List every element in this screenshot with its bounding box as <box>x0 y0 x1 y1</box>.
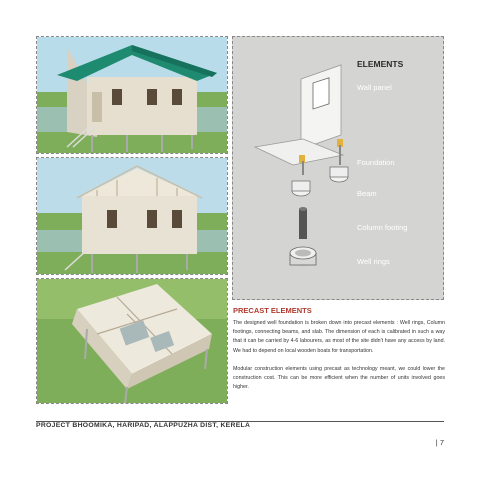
label-foundation: Foundation <box>357 158 395 167</box>
label-wall-panel: Wall panel <box>357 83 392 92</box>
page-number: | 7 <box>435 438 444 447</box>
render-house-complete <box>36 36 228 154</box>
render-house-frame <box>36 157 228 275</box>
house-render-2-image <box>37 158 228 275</box>
render-house-cutaway <box>36 278 228 404</box>
section-title: PRECAST ELEMENTS <box>233 306 312 315</box>
elements-exploded-diagram <box>233 37 445 301</box>
label-column-footing: Column footing <box>357 223 408 232</box>
renders-column <box>36 36 228 404</box>
elements-title: ELEMENTS <box>357 59 404 69</box>
body-paragraph-1: The designed well foundation is broken down into precast elements : Well rings, Column footings, connecting beams, and slab. The dimension of each is calibrated in such a way that it can be carried by 4-6 labourers, as most of the site didn't have any access by land. We had to depend on local wooden boats for transportation. <box>233 320 445 354</box>
elements-diagram-panel <box>232 36 444 300</box>
house-render-3-image <box>37 279 228 404</box>
house-render-1-image <box>37 37 228 154</box>
body-paragraph-2: Modular construction elements using precast as technology meant, we could lower the construction cost. This can be more efficient when the number of units involved goes higher. <box>233 366 445 391</box>
footer-project-name: PROJECT BHOOMIKA, HARIPAD, ALAPPUZHA DIST, KERELA <box>36 422 251 429</box>
label-well-rings: Well rings <box>357 257 390 266</box>
label-beam: Beam <box>357 189 377 198</box>
